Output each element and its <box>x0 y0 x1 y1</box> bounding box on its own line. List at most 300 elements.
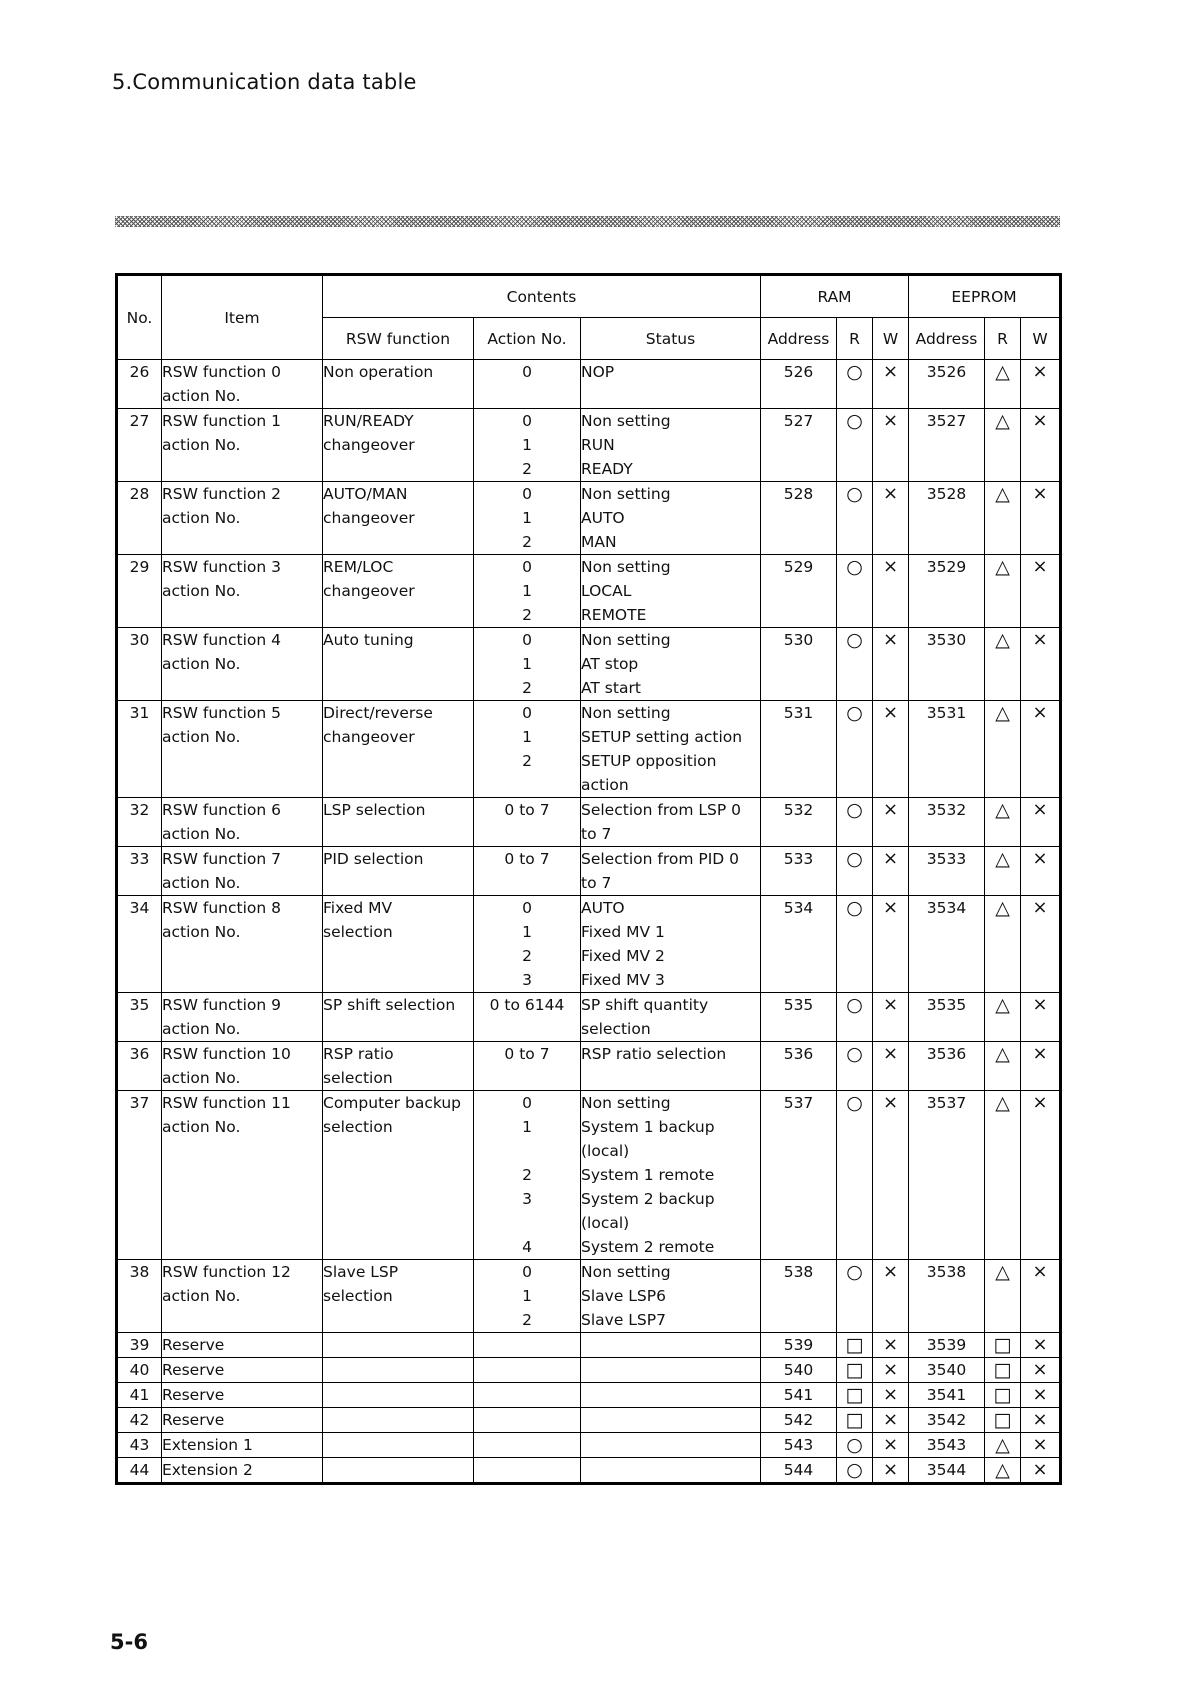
cell-ram-w-value: × <box>882 1261 899 1282</box>
cell-status-line: RSP ratio selection <box>581 1045 727 1063</box>
cell-ram-w-value: × <box>882 994 899 1015</box>
cell-ram-address <box>761 798 837 847</box>
cell-status-line: to 7 <box>581 874 612 892</box>
cell-eeprom-r <box>985 482 1021 555</box>
table-row <box>117 1358 1061 1383</box>
cell-ram-w-value: × <box>882 1459 899 1480</box>
cell-eeprom-address-value: 3542 <box>926 1411 967 1429</box>
cell-item <box>162 482 323 555</box>
cell-no-value: 34 <box>129 899 150 917</box>
cell-action-no-line: 2 <box>522 1311 532 1329</box>
cell-action-no-line: 0 to 6144 <box>489 996 565 1014</box>
cell-ram-address-value: 533 <box>783 850 814 868</box>
cell-rsw-function-line: LSP selection <box>323 801 426 819</box>
cell-ram-address <box>761 409 837 482</box>
cell-eeprom-w-value: × <box>1032 1384 1048 1405</box>
cell-no <box>117 1408 162 1433</box>
cell-eeprom-w-value: × <box>1032 1409 1048 1430</box>
cell-rsw-function <box>323 701 474 798</box>
cell-no-value: 42 <box>129 1411 150 1429</box>
cell-ram-w-value: × <box>882 556 899 577</box>
cell-status-line: Selection from LSP 0 <box>581 801 741 819</box>
cell-item <box>162 798 323 847</box>
cell-eeprom-r-value: △ <box>995 799 1010 821</box>
cell-action-no-line: 0 <box>522 631 532 649</box>
cell-eeprom-w <box>1021 993 1061 1042</box>
communication-data-table <box>115 273 1062 1485</box>
cell-no <box>117 847 162 896</box>
cell-rsw-function-line: changeover <box>323 582 415 600</box>
cell-rsw-function-line: Fixed MV <box>323 899 393 917</box>
cell-eeprom-w-value: × <box>1032 1359 1048 1380</box>
cell-eeprom-address-value: 3526 <box>926 363 967 381</box>
header-status: Status <box>581 318 761 360</box>
cell-ram-w <box>873 1383 909 1408</box>
cell-ram-r <box>837 555 873 628</box>
cell-eeprom-r <box>985 409 1021 482</box>
cell-ram-address-value: 532 <box>783 801 814 819</box>
cell-eeprom-w-value: × <box>1032 1261 1048 1282</box>
cell-eeprom-address <box>909 701 985 798</box>
cell-rsw-function <box>323 1333 474 1358</box>
cell-item-line: Extension 2 <box>162 1461 253 1479</box>
cell-ram-address-value: 536 <box>783 1045 814 1063</box>
cell-ram-r <box>837 482 873 555</box>
cell-eeprom-r <box>985 1408 1021 1433</box>
cell-no <box>117 1458 162 1484</box>
cell-action-no <box>474 1091 581 1260</box>
cell-ram-r-value: ○ <box>846 848 863 870</box>
cell-action-no <box>474 1458 581 1484</box>
header-eeprom-r: R <box>985 318 1021 360</box>
cell-status-line: SETUP setting action <box>581 728 743 746</box>
cell-rsw-function <box>323 360 474 409</box>
cell-ram-address-value: 538 <box>783 1263 814 1281</box>
cell-status <box>581 628 761 701</box>
cell-eeprom-r <box>985 1383 1021 1408</box>
cell-status <box>581 1358 761 1383</box>
cell-ram-w-value: × <box>882 1384 899 1405</box>
cell-eeprom-address-value: 3534 <box>926 899 967 917</box>
table-row <box>117 360 1061 409</box>
cell-action-no-line: 2 <box>522 947 532 965</box>
cell-action-no-line: 2 <box>522 460 532 478</box>
cell-rsw-function-line: Auto tuning <box>323 631 414 649</box>
cell-eeprom-address-value: 3537 <box>926 1094 967 1112</box>
cell-eeprom-w <box>1021 1358 1061 1383</box>
cell-eeprom-address <box>909 847 985 896</box>
cell-ram-address <box>761 701 837 798</box>
cell-eeprom-r <box>985 896 1021 993</box>
cell-eeprom-address-value: 3529 <box>926 558 967 576</box>
cell-eeprom-r-value: △ <box>995 1261 1010 1283</box>
cell-action-no-line: 4 <box>522 1238 532 1256</box>
cell-eeprom-address-value: 3531 <box>926 704 967 722</box>
table-row <box>117 482 1061 555</box>
cell-rsw-function <box>323 1433 474 1458</box>
cell-ram-w <box>873 409 909 482</box>
cell-eeprom-w <box>1021 1042 1061 1091</box>
cell-ram-address-value: 544 <box>783 1461 814 1479</box>
cell-ram-r-value: ○ <box>846 629 863 651</box>
cell-status <box>581 1408 761 1433</box>
cell-status-line: RUN <box>581 436 615 454</box>
cell-eeprom-w <box>1021 1383 1061 1408</box>
cell-rsw-function <box>323 628 474 701</box>
cell-no <box>117 798 162 847</box>
header-action-no: Action No. <box>474 318 581 360</box>
cell-status <box>581 1383 761 1408</box>
cell-item-line: action No. <box>162 436 241 454</box>
cell-ram-w <box>873 798 909 847</box>
cell-eeprom-w <box>1021 628 1061 701</box>
table-body <box>117 360 1061 1484</box>
cell-item-line: action No. <box>162 387 241 405</box>
cell-rsw-function <box>323 1260 474 1333</box>
cell-action-no <box>474 1383 581 1408</box>
cell-status-line: AUTO <box>581 899 625 917</box>
cell-item <box>162 555 323 628</box>
cell-action-no-line: 2 <box>522 533 532 551</box>
cell-rsw-function-line: PID selection <box>323 850 424 868</box>
cell-ram-r <box>837 360 873 409</box>
cell-action-no <box>474 555 581 628</box>
cell-eeprom-w-value: × <box>1032 556 1048 577</box>
cell-rsw-function-line: Direct/reverse <box>323 704 433 722</box>
cell-eeprom-w-value: × <box>1032 1334 1048 1355</box>
cell-ram-r <box>837 798 873 847</box>
table-row <box>117 1042 1061 1091</box>
table-row <box>117 1458 1061 1484</box>
header-contents: Contents <box>323 275 761 318</box>
cell-action-no-line: 3 <box>522 1190 532 1208</box>
cell-eeprom-r-value: △ <box>995 410 1010 432</box>
header-eeprom-address: Address <box>909 318 985 360</box>
cell-ram-r-value: ○ <box>846 1043 863 1065</box>
header-ram-address: Address <box>761 318 837 360</box>
cell-eeprom-r <box>985 1433 1021 1458</box>
cell-eeprom-r-value: △ <box>995 702 1010 724</box>
cell-ram-w-value: × <box>882 629 899 650</box>
cell-ram-address-value: 528 <box>783 485 814 503</box>
header-rsw-function: RSW function <box>323 318 474 360</box>
cell-action-no-line: 0 <box>522 412 532 430</box>
cell-eeprom-address-value: 3530 <box>926 631 967 649</box>
cell-eeprom-r-value: □ <box>993 1359 1012 1381</box>
cell-item-line: RSW function 11 <box>162 1094 291 1112</box>
cell-rsw-function <box>323 409 474 482</box>
cell-ram-w <box>873 1458 909 1484</box>
cell-status <box>581 1458 761 1484</box>
cell-no <box>117 1091 162 1260</box>
cell-item-line: Reserve <box>162 1411 225 1429</box>
cell-ram-r <box>837 1358 873 1383</box>
page-title: 5.Communication data table <box>112 70 417 94</box>
cell-eeprom-w-value: × <box>1032 702 1048 723</box>
cell-eeprom-w <box>1021 1458 1061 1484</box>
cell-ram-address-value: 530 <box>783 631 814 649</box>
cell-eeprom-address <box>909 1433 985 1458</box>
cell-ram-address <box>761 1433 837 1458</box>
cell-no-value: 30 <box>129 631 150 649</box>
header-ram-r: R <box>837 318 873 360</box>
cell-eeprom-r-value: △ <box>995 1092 1010 1114</box>
cell-action-no <box>474 482 581 555</box>
cell-ram-address <box>761 1408 837 1433</box>
cell-item-line: RSW function 2 <box>162 485 281 503</box>
cell-eeprom-address <box>909 896 985 993</box>
cell-eeprom-r-value: □ <box>993 1334 1012 1356</box>
cell-status-line: Non setting <box>581 412 671 430</box>
table-row <box>117 896 1061 993</box>
cell-no-value: 37 <box>129 1094 150 1112</box>
cell-rsw-function <box>323 896 474 993</box>
cell-ram-r-value: ○ <box>846 361 863 383</box>
cell-ram-r-value: ○ <box>846 897 863 919</box>
cell-ram-address-value: 531 <box>783 704 814 722</box>
cell-item <box>162 1358 323 1383</box>
cell-rsw-function-line: RUN/READY <box>323 412 414 430</box>
cell-ram-address <box>761 628 837 701</box>
cell-action-no <box>474 360 581 409</box>
cell-eeprom-address <box>909 555 985 628</box>
cell-eeprom-w <box>1021 798 1061 847</box>
cell-no-value: 27 <box>129 412 150 430</box>
cell-item-line: RSW function 3 <box>162 558 281 576</box>
cell-rsw-function <box>323 482 474 555</box>
cell-ram-w-value: × <box>882 1434 899 1455</box>
cell-action-no-line: 1 <box>522 1118 532 1136</box>
cell-status <box>581 701 761 798</box>
cell-status-line: System 1 backup <box>581 1118 715 1136</box>
cell-status-line: Slave LSP7 <box>581 1311 666 1329</box>
cell-status <box>581 555 761 628</box>
cell-eeprom-address <box>909 628 985 701</box>
cell-eeprom-w <box>1021 482 1061 555</box>
cell-item-line: RSW function 12 <box>162 1263 291 1281</box>
cell-no-value: 31 <box>129 704 150 722</box>
cell-eeprom-address-value: 3539 <box>926 1336 967 1354</box>
cell-no-value: 36 <box>129 1045 150 1063</box>
cell-eeprom-r <box>985 1260 1021 1333</box>
cell-action-no-line: 1 <box>522 655 532 673</box>
cell-action-no <box>474 798 581 847</box>
table-row <box>117 993 1061 1042</box>
cell-eeprom-w-value: × <box>1032 799 1048 820</box>
cell-eeprom-w-value: × <box>1032 994 1048 1015</box>
cell-eeprom-w-value: × <box>1032 410 1048 431</box>
cell-rsw-function-line: selection <box>323 923 393 941</box>
header-ram: RAM <box>761 275 909 318</box>
cell-ram-w <box>873 482 909 555</box>
cell-no <box>117 1042 162 1091</box>
cell-no <box>117 1260 162 1333</box>
cell-no-value: 38 <box>129 1263 150 1281</box>
cell-ram-r-value: ○ <box>846 799 863 821</box>
cell-item-line: RSW function 10 <box>162 1045 291 1063</box>
cell-action-no-line: 0 to 7 <box>504 1045 550 1063</box>
cell-status-line: SP shift quantity <box>581 996 709 1014</box>
table-row <box>117 1383 1061 1408</box>
cell-item <box>162 847 323 896</box>
cell-item-line: RSW function 4 <box>162 631 281 649</box>
cell-eeprom-address <box>909 482 985 555</box>
cell-eeprom-w <box>1021 701 1061 798</box>
cell-ram-address <box>761 1358 837 1383</box>
cell-item-line: action No. <box>162 825 241 843</box>
cell-ram-address <box>761 1333 837 1358</box>
cell-item-line: action No. <box>162 874 241 892</box>
cell-status-line: READY <box>581 460 633 478</box>
cell-eeprom-address-value: 3543 <box>926 1436 967 1454</box>
cell-status <box>581 409 761 482</box>
cell-eeprom-r <box>985 360 1021 409</box>
cell-ram-address <box>761 1042 837 1091</box>
cell-status-line: Non setting <box>581 485 671 503</box>
cell-item-line: RSW function 7 <box>162 850 281 868</box>
cell-status-line: Slave LSP6 <box>581 1287 666 1305</box>
cell-eeprom-r-value: △ <box>995 1459 1010 1481</box>
header-eeprom: EEPROM <box>909 275 1061 318</box>
cell-ram-w-value: × <box>882 1359 899 1380</box>
cell-status <box>581 482 761 555</box>
cell-eeprom-address-value: 3538 <box>926 1263 967 1281</box>
cell-ram-address-value: 537 <box>783 1094 814 1112</box>
cell-rsw-function-line: Non operation <box>323 363 434 381</box>
cell-ram-r <box>837 1433 873 1458</box>
cell-eeprom-w <box>1021 1408 1061 1433</box>
cell-action-no <box>474 1260 581 1333</box>
cell-status-line: REMOTE <box>581 606 647 624</box>
cell-action-no-line: 1 <box>522 728 532 746</box>
cell-no <box>117 360 162 409</box>
cell-action-no <box>474 1042 581 1091</box>
cell-action-no-line: 1 <box>522 582 532 600</box>
cell-item-line: Reserve <box>162 1361 225 1379</box>
cell-ram-r-value: ○ <box>846 1434 863 1456</box>
cell-eeprom-w-value: × <box>1032 1459 1048 1480</box>
cell-no <box>117 409 162 482</box>
cell-item-line: RSW function 9 <box>162 996 281 1014</box>
cell-item-line: action No. <box>162 1118 241 1136</box>
cell-ram-address-value: 541 <box>783 1386 814 1404</box>
cell-action-no <box>474 409 581 482</box>
cell-ram-address <box>761 360 837 409</box>
cell-item-line: action No. <box>162 655 241 673</box>
table-row <box>117 1333 1061 1358</box>
cell-item-line: action No. <box>162 1020 241 1038</box>
cell-status-line: System 2 remote <box>581 1238 715 1256</box>
cell-eeprom-w <box>1021 1091 1061 1260</box>
cell-action-no <box>474 993 581 1042</box>
cell-rsw-function <box>323 1458 474 1484</box>
cell-no <box>117 993 162 1042</box>
cell-status-line: Fixed MV 1 <box>581 923 665 941</box>
cell-rsw-function <box>323 1358 474 1383</box>
cell-eeprom-address <box>909 1408 985 1433</box>
cell-status <box>581 1042 761 1091</box>
cell-eeprom-w <box>1021 847 1061 896</box>
cell-ram-r <box>837 1458 873 1484</box>
cell-ram-w-value: × <box>882 361 899 382</box>
cell-status-line: Non setting <box>581 631 671 649</box>
cell-ram-w-value: × <box>882 1334 899 1355</box>
cell-item <box>162 360 323 409</box>
cell-ram-r <box>837 993 873 1042</box>
cell-ram-r-value: □ <box>845 1384 864 1406</box>
cell-eeprom-r-value: △ <box>995 1043 1010 1065</box>
cell-item-line: action No. <box>162 509 241 527</box>
cell-rsw-function <box>323 1408 474 1433</box>
cell-ram-address-value: 535 <box>783 996 814 1014</box>
cell-ram-w <box>873 1260 909 1333</box>
cell-no-value: 35 <box>129 996 150 1014</box>
cell-eeprom-r <box>985 847 1021 896</box>
cell-action-no-line: 0 <box>522 704 532 722</box>
cell-rsw-function-line: Computer backup <box>323 1094 462 1112</box>
cell-status <box>581 896 761 993</box>
cell-eeprom-r <box>985 1458 1021 1484</box>
cell-eeprom-w-value: × <box>1032 1092 1048 1113</box>
cell-eeprom-address <box>909 798 985 847</box>
cell-item <box>162 1260 323 1333</box>
cell-ram-address-value: 529 <box>783 558 814 576</box>
table-row <box>117 701 1061 798</box>
cell-ram-w <box>873 896 909 993</box>
cell-status <box>581 1260 761 1333</box>
cell-ram-address-value: 542 <box>783 1411 814 1429</box>
cell-ram-w-value: × <box>882 1409 899 1430</box>
cell-eeprom-r-value: □ <box>993 1384 1012 1406</box>
cell-item-line: action No. <box>162 582 241 600</box>
cell-eeprom-address-value: 3532 <box>926 801 967 819</box>
cell-eeprom-address <box>909 1042 985 1091</box>
cell-ram-address <box>761 1260 837 1333</box>
cell-ram-w-value: × <box>882 799 899 820</box>
cell-rsw-function-line: changeover <box>323 436 415 454</box>
cell-eeprom-r-value: △ <box>995 994 1010 1016</box>
cell-ram-r-value: ○ <box>846 1092 863 1114</box>
cell-status-line: Non setting <box>581 558 671 576</box>
cell-item <box>162 1433 323 1458</box>
cell-ram-w <box>873 847 909 896</box>
cell-eeprom-r-value: □ <box>993 1409 1012 1431</box>
hatched-divider <box>115 216 1060 227</box>
cell-ram-address <box>761 1383 837 1408</box>
cell-eeprom-w <box>1021 360 1061 409</box>
cell-item <box>162 1408 323 1433</box>
cell-eeprom-address-value: 3533 <box>926 850 967 868</box>
cell-rsw-function-line: Slave LSP <box>323 1263 399 1281</box>
cell-ram-r <box>837 1260 873 1333</box>
cell-eeprom-address <box>909 1333 985 1358</box>
cell-eeprom-address <box>909 1458 985 1484</box>
cell-ram-address-value: 543 <box>783 1436 814 1454</box>
cell-rsw-function-line: changeover <box>323 509 415 527</box>
cell-item <box>162 1333 323 1358</box>
cell-no-value: 43 <box>129 1436 150 1454</box>
cell-no <box>117 628 162 701</box>
cell-status <box>581 993 761 1042</box>
cell-status-line: Selection from PID 0 <box>581 850 739 868</box>
page-number: 5-6 <box>110 1630 148 1654</box>
cell-eeprom-w-value: × <box>1032 897 1048 918</box>
cell-action-no <box>474 896 581 993</box>
cell-eeprom-address <box>909 993 985 1042</box>
cell-item <box>162 896 323 993</box>
cell-action-no-line: 1 <box>522 1287 532 1305</box>
cell-rsw-function-line: REM/LOC <box>323 558 394 576</box>
